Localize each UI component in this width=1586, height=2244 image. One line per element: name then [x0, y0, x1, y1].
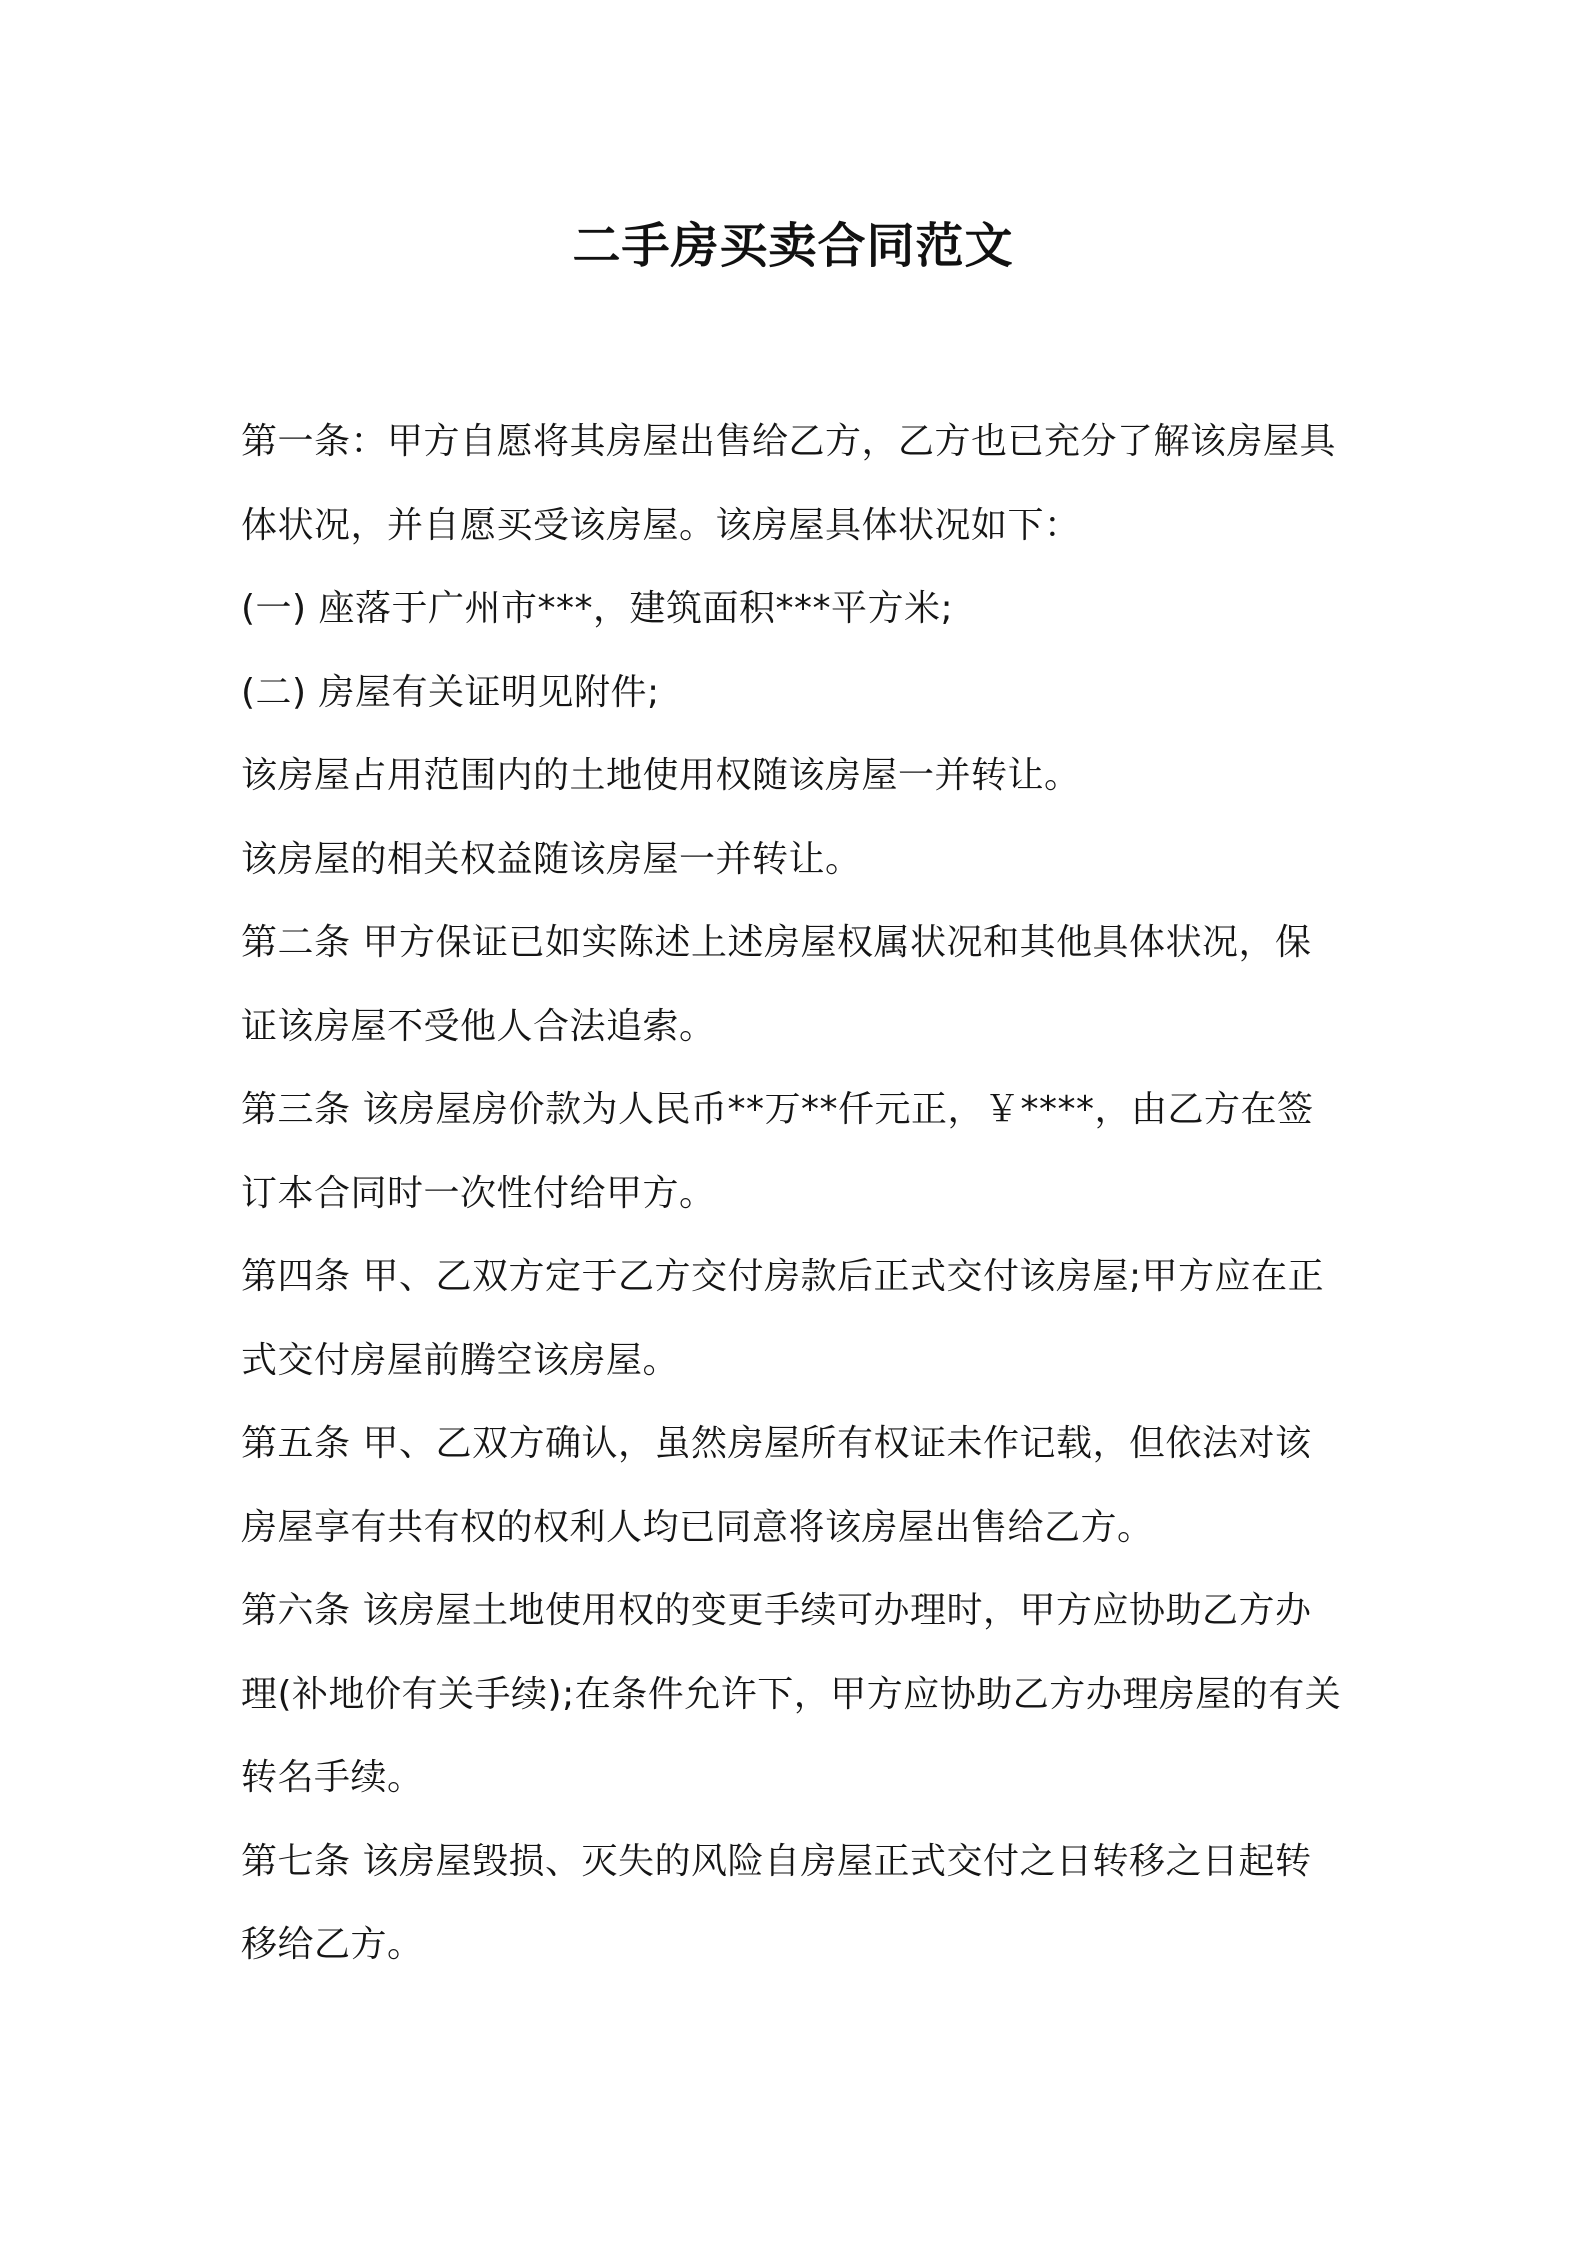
text-line: 转名手续。	[241, 1757, 424, 1798]
text-line: 该房屋的相关权益随该房屋一并转让。	[241, 838, 862, 880]
text-line: 第二条 甲方保证已如实陈述上述房屋权属状况和其他具体状况，保	[241, 922, 1312, 963]
document-title: 二手房买卖合同范文	[572, 218, 1014, 274]
text-line: 理(补地价有关手续);在条件允许下，甲方应协助乙方办理房屋的有关	[241, 1673, 1342, 1715]
text-line: 第五条 甲、乙双方确认，虽然房屋所有权证未作记载，但依法对该	[241, 1423, 1312, 1464]
text-line: 第一条：甲方自愿将其房屋出售给乙方，乙方也已充分了解该房屋具	[241, 421, 1337, 462]
text-line: 体状况，并自愿买受该房屋。该房屋具体状况如下：	[241, 504, 1081, 546]
text-line: 式交付房屋前腾空该房屋。	[241, 1339, 680, 1381]
text-line: (一) 座落于广州市***，建筑面积***平方米;	[241, 588, 954, 629]
text-line: 订本合同时一次性付给甲方。	[241, 1172, 716, 1214]
text-line: (二) 房屋有关证明见附件;	[241, 671, 660, 713]
text-line: 第六条 该房屋土地使用权的变更手续可办理时，甲方应协助乙方办	[241, 1590, 1312, 1631]
text-line: 移给乙方。	[241, 1924, 424, 1965]
text-line: 第三条 该房屋房价款为人民币**万**仟元正，￥****，由乙方在签	[241, 1089, 1314, 1130]
text-line: 第四条 甲、乙双方定于乙方交付房款后正式交付该房屋;甲方应在正	[241, 1256, 1325, 1297]
text-line: 该房屋占用范围内的土地使用权随该房屋一并转让。	[241, 755, 1081, 796]
text-line: 证该房屋不受他人合法追索。	[241, 1005, 716, 1047]
document-body	[241, 400, 1356, 1987]
text-line: 房屋享有共有权的权利人均已同意将该房屋出售给乙方。	[241, 1506, 1154, 1548]
text-line: 第七条 该房屋毁损、灭失的风险自房屋正式交付之日转移之日起转	[241, 1840, 1312, 1882]
